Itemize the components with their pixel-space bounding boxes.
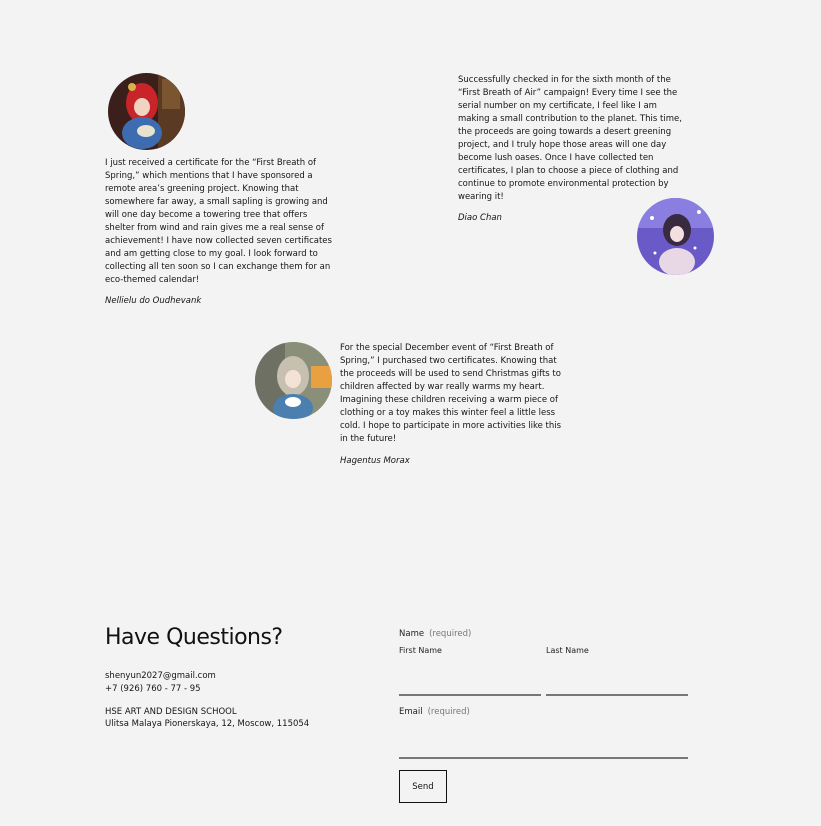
school-address: Ulitsa Malaya Pionerskaya, 12, Moscow, 115054 <box>105 719 310 729</box>
last-name-field[interactable] <box>546 676 688 696</box>
email-label <box>399 707 470 717</box>
name-label-text: Name <box>399 629 425 639</box>
testimonial-author: Hagentus Morax <box>340 456 410 466</box>
required-note: (required) <box>427 707 470 717</box>
avatar <box>255 342 332 419</box>
testimonial-author: Diao Chan <box>458 213 502 223</box>
send-button[interactable]: Send <box>399 770 447 803</box>
contact-phone[interactable]: +7 (926) 760 - 77 - 95 <box>105 684 201 694</box>
page-title: Have Questions? <box>105 625 283 650</box>
testimonial-text: For the special December event of “First Breath of Spring,” I purchased two certificates. Knowing that the proceeds will be used to send Christmas gifts to children affected by war really warms my heart. Imagining these children receiving a warm piece of clothing or a toy makes this winter feel a little less cold. I hope to participate in more activities like this in the future! <box>340 343 562 444</box>
email-label-text: Email <box>399 707 423 717</box>
email-field[interactable] <box>399 739 688 759</box>
avatar <box>637 198 714 275</box>
testimonial-author: Nellielu do Oudhevank <box>105 296 202 306</box>
contact-email[interactable]: shenyun2027@gmail.com <box>105 671 216 681</box>
avatar <box>108 73 185 150</box>
first-name-field[interactable] <box>399 676 541 696</box>
first-name-label: First Name <box>399 646 442 655</box>
testimonial-text: Successfully checked in for the sixth month of the “First Breath of Air” campaign! Every time I see the serial number on my certificate, I feel like I am making a small contribution to the planet. This time, the proceeds are going towards a desert greening project, and I truly hope those areas will one day become lush oases. Once I have collected ten certificates, I plan to choose a piece of clothing and continue to promote environmental protection by wearing it! <box>458 75 682 202</box>
testimonial-text: I just received a certificate for the “First Breath of Spring,” which mentions that I have sponsored a remote area’s greening project. Knowing that somewhere far away, a small sapling is growing and will one day become a towering tree that offers shelter from wind and rain gives me a real sense of achievement! I have now collected seven certificates and am getting close to my goal. I look forward to collecting all ten soon so I can exchange them for an eco-themed calendar! <box>105 158 332 285</box>
name-label <box>399 629 471 639</box>
required-note: (required) <box>429 629 472 639</box>
school-name: HSE ART AND DESIGN SCHOOL <box>105 707 237 717</box>
last-name-label: Last Name <box>546 646 589 655</box>
